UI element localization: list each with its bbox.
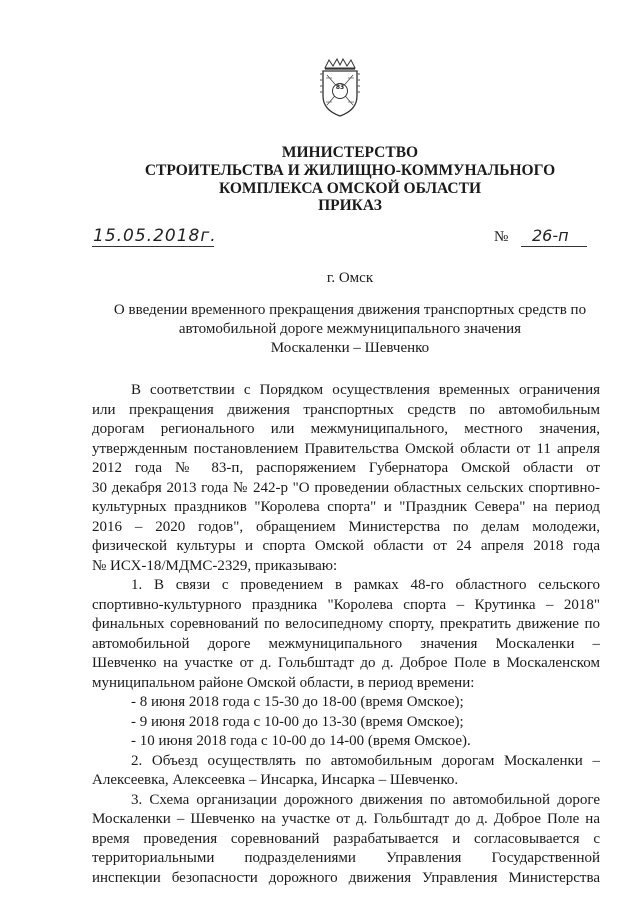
body-text-line: 2. Объезд осуществлять по автомобильным дорогам Москаленки – [131, 752, 600, 769]
order-number-label: № [494, 229, 509, 245]
body-text-line: физической культуры и спорта Омской области от 24 апреля 2018 года [92, 538, 600, 554]
city-name: г. Омск [326, 270, 374, 286]
body-text-line: дорогам регионального или межмуниципального, местного значения, [92, 421, 600, 437]
body-text-line: территориальными подразделениями Управления Государственной [92, 850, 600, 866]
body-text-line: финальных соревнований по велосипедному спорту, прекратить движение по [92, 616, 600, 632]
subject-line: Москаленки – Шевченко [270, 340, 430, 356]
body-text-line: спортивно-культурного праздника "Королева спорта – Крутинка – 2018" [92, 596, 600, 613]
ministry-name-line-3: КОМПЛЕКСА ОМСКОЙ ОБЛАСТИ [218, 180, 482, 197]
subject-line: автомобильной дороге межмуниципального значения [178, 321, 522, 337]
order-subject [100, 301, 600, 358]
order-body [92, 381, 600, 888]
body-text-line: 30 декабря 2013 года № 242-р "О проведении областных сельских спортивно- [92, 479, 600, 496]
number-underline [521, 246, 587, 247]
body-text-line: № ИСХ-18/МДМС-2329, приказываю: [92, 557, 338, 574]
body-text-line: 2016 – 2020 годов", обращением Министерства по делам молодежи, [92, 518, 600, 535]
body-text-line: инспекции безопасности дорожного движения Управления Министерства [92, 869, 600, 886]
body-text-line: время проведения соревнований разрабатывается и согласовывается с [92, 830, 600, 847]
body-text-line: - 10 июня 2018 года с 10-00 до 14-00 (время Омское). [131, 733, 471, 749]
body-text-line: 3. Схема организации дорожного движения по автомобильной дороге [131, 791, 600, 808]
document-type-title: ПРИКАЗ [318, 197, 382, 214]
body-text-line: или прекращения движения транспортных средств по автомобильным [92, 401, 600, 418]
body-text-line: культурных праздников "Королева спорта" и "Праздник Севера" на период [92, 499, 600, 515]
body-text-line: муниципальном районе Омской области, в период времени: [92, 674, 475, 691]
handwritten-order-number: 26-п [532, 226, 569, 245]
ministry-name-line-1: МИНИСТЕРСТВО [281, 144, 419, 161]
emblem-text: 83 [335, 84, 345, 91]
subject-line: О введении временного прекращения движения транспортных средств по [113, 302, 587, 318]
ministry-name-line-2: СТРОИТЕЛЬСТВА И ЖИЛИЩНО-КОММУНАЛЬНОГО [144, 162, 556, 179]
body-text-line: Алексеевка, Алексеевка – Инсарка, Инсарка – Шевченко. [92, 772, 459, 788]
body-text-line: - 9 июня 2018 года с 10-00 до 13-30 (время Омское); [131, 713, 464, 730]
date-underline [92, 246, 214, 247]
body-text-line: утвержденным постановлением Правительства Омской области от 11 апреля [92, 440, 600, 457]
body-text-line: 2012 года № 83-п, распоряжением Губернатора Омской области от [92, 460, 600, 476]
body-text-line: автомобильной дороге межмуниципального значения Москаленки – [92, 635, 600, 652]
body-text-line: В соответствии с Порядком осуществления временных ограничения [131, 382, 600, 398]
body-text-line: - 8 июня 2018 года с 15-30 до 18-00 (время Омское); [131, 694, 464, 710]
body-text-line: 1. В связи с проведением в рамках 48-го областного сельского [131, 577, 600, 593]
body-text-line: Москаленки – Шевченко на участке от д. Гольбштадт до д. Доброе Поле на [92, 811, 600, 827]
body-text-line: Шевченко на участке от д. Гольбштадт до д. Доброе Поле в Москаленском [92, 655, 600, 671]
handwritten-date: 15.05.2018г. [93, 226, 217, 246]
